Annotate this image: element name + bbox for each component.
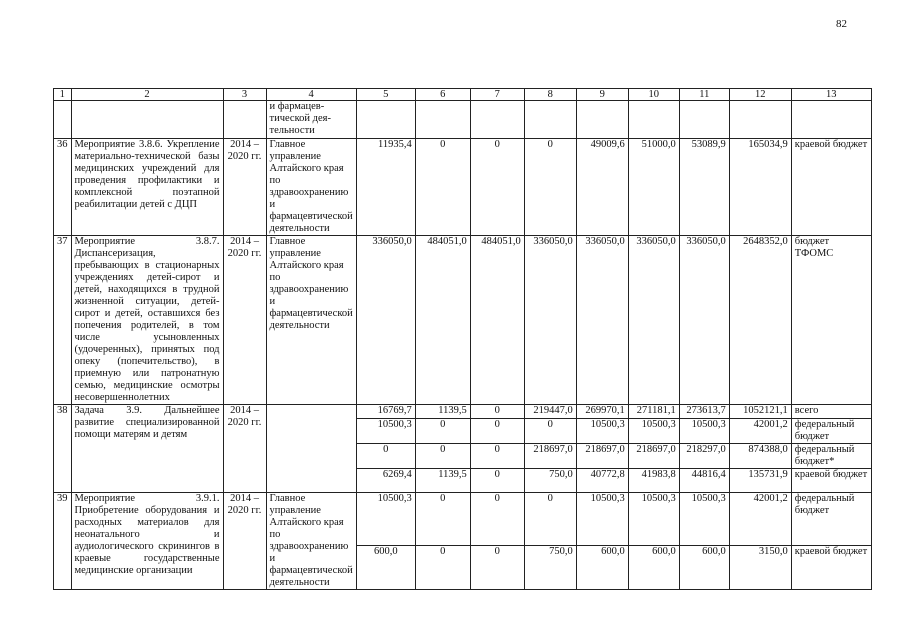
executor-cell: Главное управление Алтайского края по здравоохранению и фармацевтической деятельности <box>266 236 356 405</box>
value-cell: 42001,2 <box>729 419 791 444</box>
table-row <box>54 405 872 419</box>
value-cell: 219447,0 <box>524 405 576 419</box>
value-cell: 135731,9 <box>729 469 791 493</box>
value-cell: 0 <box>470 139 524 236</box>
value-cell: 0 <box>470 419 524 444</box>
measure-name: Задача 3.9. Дальнейшее развитие специализированной помощи матерям и детям <box>71 405 223 493</box>
value-cell: 600,0 <box>576 545 628 589</box>
value-cell: 10500,3 <box>628 493 679 546</box>
value-cell: 0 <box>470 469 524 493</box>
value-cell: 0 <box>470 493 524 546</box>
value-cell: 600,0 <box>679 545 729 589</box>
col-header: 12 <box>729 89 791 101</box>
value-cell: 218697,0 <box>576 444 628 469</box>
value-cell: 0 <box>415 444 470 469</box>
value-cell: 0 <box>415 545 470 589</box>
row-number: 38 <box>54 405 72 493</box>
value-cell: 750,0 <box>524 469 576 493</box>
col-header: 6 <box>415 89 470 101</box>
value-cell: 10500,3 <box>356 419 415 444</box>
executor-cell: и фармацев- тической дея- тельности <box>266 101 356 139</box>
value-cell: 16769,7 <box>356 405 415 419</box>
col-header: 7 <box>470 89 524 101</box>
value-cell: 41983,8 <box>628 469 679 493</box>
funding-source: федеральный бюджет* <box>791 444 871 469</box>
value-cell: 0 <box>524 493 576 546</box>
col-header: 13 <box>791 89 871 101</box>
value-cell: 218697,0 <box>524 444 576 469</box>
measure-name: Мероприятие 3.9.1. Приобретение оборудования и расходных материалов для неонатального и аудиологического скринингов в краевые государственные медицинские организации <box>71 493 223 590</box>
value-cell: 6269,4 <box>356 469 415 493</box>
funding-source: всего <box>791 405 871 419</box>
row-number: 36 <box>54 139 72 236</box>
value-cell: 0 <box>415 419 470 444</box>
funding-source: бюджет ТФОМС <box>791 236 871 405</box>
funding-source: краевой бюджет <box>791 545 871 589</box>
row-number: 39 <box>54 493 72 590</box>
value-cell: 484051,0 <box>470 236 524 405</box>
funding-source: федеральный бюджет <box>791 493 871 546</box>
value-cell: 165034,9 <box>729 139 791 236</box>
value-cell: 484051,0 <box>415 236 470 405</box>
value-cell: 750,0 <box>524 545 576 589</box>
value-cell: 0 <box>415 139 470 236</box>
value-cell: 2648352,0 <box>729 236 791 405</box>
value-cell: 600,0 <box>356 545 415 589</box>
executor-cell: Главное управление Алтайского края по здравоохранению и фармацевтической деятельности <box>266 493 356 590</box>
col-header: 9 <box>576 89 628 101</box>
value-cell: 10500,3 <box>628 419 679 444</box>
value-cell: 218697,0 <box>628 444 679 469</box>
col-header: 4 <box>266 89 356 101</box>
value-cell: 218297,0 <box>679 444 729 469</box>
table-row <box>54 493 872 546</box>
period-cell: 2014 – 2020 гг. <box>223 139 266 236</box>
measure-name: Мероприятие 3.8.7. Диспансеризация, пребывающих в стационарных учреждениях детей-сирот и детей, находящихся в трудной жизненной ситуации, детей-сирот и детей, оставшихся без попечения родителей, в том числе усыновленных (удочеренных), принятых под опеку (попечительство), в приемную или патронатную семью, медицинские осмотры несовершеннолетних <box>71 236 223 405</box>
value-cell: 3150,0 <box>729 545 791 589</box>
value-cell: 40772,8 <box>576 469 628 493</box>
period-cell: 2014 – 2020 гг. <box>223 405 266 493</box>
value-cell: 49009,6 <box>576 139 628 236</box>
measure-name: Мероприятие 3.8.6. Укрепление материально-технической базы медицинских учреждений для проведения профилактики и комплексной поэтапной реабилитации детей с ДЦП <box>71 139 223 236</box>
table-row <box>54 236 872 405</box>
value-cell: 10500,3 <box>576 493 628 546</box>
value-cell: 44816,4 <box>679 469 729 493</box>
value-cell: 0 <box>524 139 576 236</box>
value-cell: 1052121,1 <box>729 405 791 419</box>
value-cell: 874388,0 <box>729 444 791 469</box>
value-cell: 273613,7 <box>679 405 729 419</box>
value-cell: 1139,5 <box>415 405 470 419</box>
value-cell: 271181,1 <box>628 405 679 419</box>
budget-table <box>53 88 872 590</box>
row-number: 37 <box>54 236 72 405</box>
value-cell: 269970,1 <box>576 405 628 419</box>
col-header: 2 <box>71 89 223 101</box>
col-header: 1 <box>54 89 72 101</box>
value-cell: 42001,2 <box>729 493 791 546</box>
col-header: 3 <box>223 89 266 101</box>
col-header: 10 <box>628 89 679 101</box>
value-cell: 0 <box>470 405 524 419</box>
value-cell: 0 <box>470 444 524 469</box>
value-cell: 1139,5 <box>415 469 470 493</box>
value-cell: 600,0 <box>628 545 679 589</box>
page-number: 82 <box>836 18 847 30</box>
period-cell: 2014 – 2020 гг. <box>223 236 266 405</box>
col-header: 5 <box>356 89 415 101</box>
funding-source: краевой бюджет <box>791 139 871 236</box>
value-cell: 336050,0 <box>679 236 729 405</box>
value-cell: 10500,3 <box>356 493 415 546</box>
value-cell: 336050,0 <box>524 236 576 405</box>
value-cell: 0 <box>524 419 576 444</box>
continuation-row <box>54 101 872 139</box>
funding-source: краевой бюджет <box>791 469 871 493</box>
funding-source: федеральный бюджет <box>791 419 871 444</box>
header-row <box>54 89 872 101</box>
value-cell: 0 <box>356 444 415 469</box>
value-cell: 0 <box>470 545 524 589</box>
executor-cell: Главное управление Алтайского края по здравоохранению и фармацевтической деятельности <box>266 139 356 236</box>
value-cell: 0 <box>415 493 470 546</box>
value-cell: 11935,4 <box>356 139 415 236</box>
executor-cell <box>266 405 356 493</box>
value-cell: 336050,0 <box>628 236 679 405</box>
value-cell: 51000,0 <box>628 139 679 236</box>
value-cell: 10500,3 <box>576 419 628 444</box>
value-cell: 336050,0 <box>576 236 628 405</box>
value-cell: 336050,0 <box>356 236 415 405</box>
col-header: 8 <box>524 89 576 101</box>
period-cell: 2014 – 2020 гг. <box>223 493 266 590</box>
table-row <box>54 139 872 236</box>
value-cell: 10500,3 <box>679 493 729 546</box>
col-header: 11 <box>679 89 729 101</box>
value-cell: 53089,9 <box>679 139 729 236</box>
value-cell: 10500,3 <box>679 419 729 444</box>
